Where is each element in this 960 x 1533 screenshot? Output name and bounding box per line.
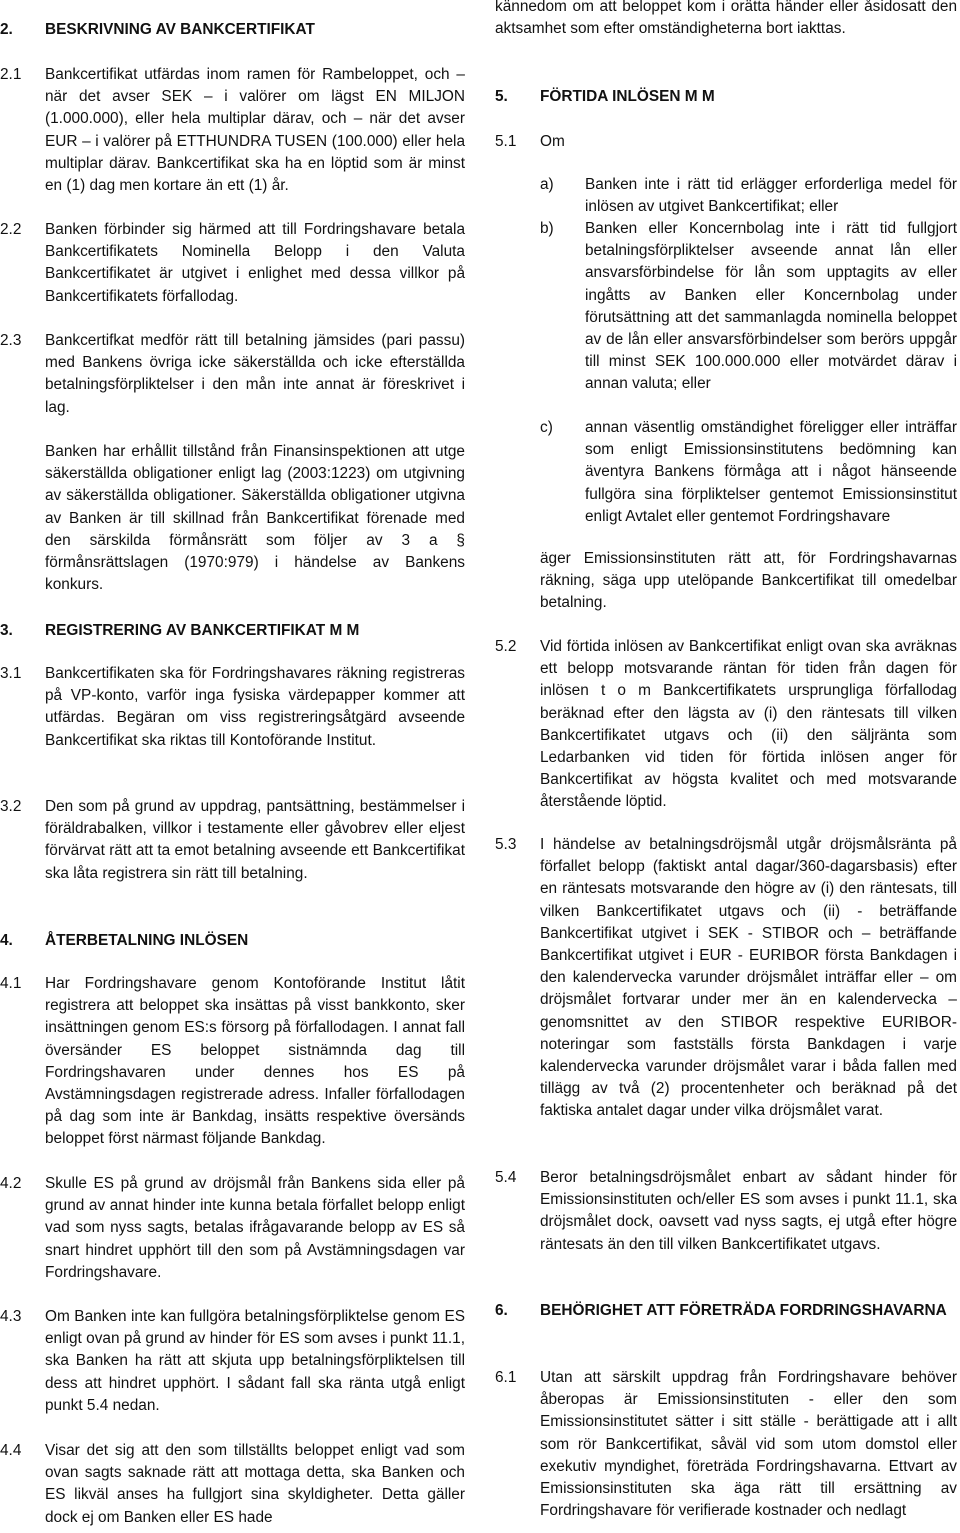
- clause-5-4: [495, 1167, 957, 1256]
- clause-text: Banken förbinder sig härmed att till Fordringshavare betala Bankcertifikatets Nominella Belopp i den Valuta Bankcertifikatet är utgivet i enlighet med dessa villkor på Bankcertifikatets förfallodag.: [45, 221, 465, 305]
- clause-number: 3.2: [0, 798, 22, 815]
- clause-5-1-c: [540, 417, 957, 528]
- clause-5-1-b: [540, 218, 957, 396]
- section-title: FÖRTIDA INLÖSEN M M: [540, 88, 715, 105]
- section-number: 5.: [495, 88, 508, 105]
- list-text: Banken inte i rätt tid erlägger erforderliga medel för inlösen av utgivet Bankcertifikat; eller: [585, 176, 957, 216]
- clause-number: 6.1: [495, 1369, 517, 1386]
- clause-text: Bankcertifkat medför rätt till betalning jämsides (pari passu) med Bankens övriga icke säkerställda och icke efterställda betalningsförpliktelser i den mån inte annat är föreskrivet i lag.: [45, 332, 465, 416]
- list-text: Banken eller Koncernbolag inte i rätt tid fullgjort betalningsförpliktelser avseende annat lån eller ansvarsförbindelse för lån som upptagits av eller ingåtts av Banken eller Koncernbolag under förutsättning att det sammanlagda nominella beloppet av de lån eller ansvarsförbindelser som berörs uppgår till minst SEK 100.000.000 eller motvärdet därav i annan valuta; eller: [585, 220, 957, 393]
- section-5-heading: [495, 86, 957, 108]
- clause-number: 4.1: [0, 975, 22, 992]
- clause-text: Om: [540, 133, 565, 150]
- clause-5-1: [495, 131, 957, 153]
- section-number: 4.: [0, 932, 13, 949]
- clause-5-1-conclusion: [540, 548, 957, 615]
- clause-text: Om Banken inte kan fullgöra betalningsförpliktelse genom ES enligt ovan på grund av hinder för ES som avses i punkt 11.1, ska Banken ha rätt att skjuta upp betalningsförpliktelsen till dess att hindret upphört. I sådant fall ska ränta utgå enligt punkt 5.4 nedan.: [45, 1308, 465, 1414]
- section-title: REGISTRERING AV BANKCERTIFIKAT M M: [45, 622, 360, 639]
- section-3-heading: [0, 620, 465, 642]
- clause-number: 5.1: [495, 133, 517, 150]
- list-text: annan väsentlig omständighet föreligger eller inträffar som enligt Emissionsinstitutens bedömning kan äventyra Bankens förmåga att i något hänseende fullgöra sina förpliktelser gentemot Emissionsinstitut enligt Avtalet eller gentemot Fordringshavare: [585, 419, 957, 525]
- section-number: 3.: [0, 622, 13, 639]
- clause-number: 4.4: [0, 1442, 22, 1459]
- clause-text: Skulle ES på grund av dröjsmål från Bankens sida eller på grund av annat hinder inte kunna betala förfallet belopp enligt vad som nyss sagts, betalas ifrågavarande belopp av ES så snart hindret upphört till den som på Avstämningsdagen var Fordringshavare.: [45, 1175, 465, 1281]
- clause-5-1-a: [540, 174, 957, 218]
- clause-number: 3.1: [0, 665, 22, 682]
- section-number: 2.: [0, 21, 13, 38]
- clause-number: 5.3: [495, 836, 517, 853]
- section-6-heading: [495, 1300, 957, 1322]
- clause-text: Beror betalningsdröjsmålet enbart av sådant hinder för Emissionsinstituten och/eller ES som avses i punkt 11.1, ska dröjsmålet dock, oavsett vad nyss sagts, ej utgå efter högre räntesats än den till vilken Bankcertifikatet utgavs.: [540, 1169, 957, 1253]
- clause-2-3: [0, 330, 465, 419]
- clause-number: 4.3: [0, 1308, 22, 1325]
- clause-3-1: [0, 663, 465, 752]
- clause-number: 5.4: [495, 1169, 517, 1186]
- clause-4-4-continued: [495, 0, 957, 40]
- clause-text: I händelse av betalningsdröjsmål utgår dröjsmålsränta på förfallet belopp (faktiskt antal dagar/360-dagarsbasis) efter en räntesats motsvarande den högre av (i) den räntesats, till vilken Bankcertifikatet utgavs och (ii) - beträffande Bankcertifikat utgivet i SEK - STIBOR och – beträffande Bankcertifikat utgivet i EUR - EURIBOR första Bankdagen i den kalendervecka varunder dröjsmålet inträffar eller – om dröjsmålet fortvarar under mer än en kalendervecka – genomsnittet av den STIBOR respektive EURIBOR-noteringar som fastställs första Bankdagen i varje kalendervecka varunder dröjsmålet varar i båda fallen med tillägg av två (2) procentenheter och beräknad på det faktiska antalet dagar under vilka dröjsmålet varat.: [540, 836, 957, 1120]
- clause-3-2: [0, 796, 465, 885]
- clause-number: 2.3: [0, 332, 22, 349]
- clause-2-1: [0, 64, 465, 197]
- clause-number: 4.2: [0, 1175, 22, 1192]
- list-label: b): [540, 220, 554, 237]
- list-label: c): [540, 419, 553, 436]
- clause-4-4: [0, 1440, 465, 1529]
- clause-number: 5.2: [495, 638, 517, 655]
- clause-text: äger Emissionsinstituten rätt att, för Fordringshavarnas räkning, säga upp utelöpande Bankcertifikat till omedelbar betalning.: [540, 550, 957, 612]
- clause-text: Visar det sig att den som tillställts beloppet enligt vad som ovan sagts saknade rätt att mottaga detta, ska Banken och ES likväl anses ha fullgjort sina skyldigheter. Detta gäller dock ej om Banken eller ES hade: [45, 1442, 465, 1526]
- clause-number: 2.1: [0, 66, 22, 83]
- clause-text: Har Fordringshavare genom Kontoförande Institut låtit registrera att beloppet ska insättas på visst bankkonto, sker insättningen genom ES:s försorg på förfallodagen. I annat fall översänder ES beloppet sistnämnda dag till Fordringshavaren under dennes hos ES på Avstämningsdagen registrerade adress. Infaller förfallodagen på dag som inte är Bankdag, insätts respektive översänds beloppet först närmast följande Bankdag.: [45, 975, 465, 1148]
- clause-text: Utan att särskilt uppdrag från Fordringshavare behöver åberopas är Emissionsinstituten - eller den som Emissionsinstitutet sätter i sitt ställe - berättigade att i allt som rör Bankcertifikat, såväl vid som utom domstol eller exekutiv myndighet, företräda Fordringshavarna. Ettvart av Emissionsinstituten ska äga rätt till ersättning av Fordringshavare för verifierade kostnader och nedlagt: [540, 1369, 957, 1520]
- clause-2-3-continued: [0, 441, 465, 596]
- clause-text: Vid förtida inlösen av Bankcertifikat enligt ovan ska avräknas ett belopp motsvarande räntan för tiden från dagen för inlösen t o m Bankcertifikatets ursprungliga förfallodag beräknad efter den lägsta av (i) den räntesats till vilken Bankcertifikatet utgavs och (ii) den säljränta som Ledarbanken vid tiden för förtida inlösen anger för Bankcertifikat av högsta kvalitet och med motsvarande återstående löptid.: [540, 638, 957, 811]
- clause-number: 2.2: [0, 221, 22, 238]
- list-label: a): [540, 176, 554, 193]
- clause-4-3: [0, 1306, 465, 1417]
- section-title: BEHÖRIGHET ATT FÖRETRÄDA FORDRINGSHAVARNA: [540, 1302, 947, 1319]
- section-2-heading: [0, 19, 465, 41]
- clause-text: Banken har erhållit tillstånd från Finansinspektionen att utge säkerställda obligationer enligt lag (2003:1223) om utgivning av säkerställda obligationer. Säkerställda obligationer utgivna av Banken är till skillnad från Bankcertifikat förenade med den särskilda förmånsrätt som följer av 3 a § förmånsrättslagen (1970:979) i händelse av Bankens konkurs.: [45, 443, 465, 594]
- section-title: BESKRIVNING AV BANKCERTIFIKAT: [45, 21, 315, 38]
- section-title: ÅTERBETALNING INLÖSEN: [45, 932, 249, 949]
- clause-5-2: [495, 636, 957, 814]
- clause-text: Bankcertifikaten ska för Fordringshavares räkning registreras på VP-konto, varför inga fysiska värdepapper kommer att utfärdas. Begäran om viss registreringsåtgärd avseende Bankcertifikat ska riktas till Kontoförande Institut.: [45, 665, 465, 749]
- clause-text: Bankcertifikat utfärdas inom ramen för Rambeloppet, och – när det avser SEK – i valörer om lägst EN MILJON (1.000.000), eller hela multiplar därav, och – när det avser EUR – i valörer på ETTHUNDRA TUSEN (100.000) eller hela multiplar därav. Bankcertifikat ska ha en löptid som är minst en (1) dag men kortare än ett (1) år.: [45, 66, 465, 195]
- clause-2-2: [0, 219, 465, 308]
- clause-6-1: [495, 1367, 957, 1522]
- section-4-heading: [0, 930, 465, 952]
- clause-5-3: [495, 834, 957, 1123]
- section-number: 6.: [495, 1302, 508, 1319]
- clause-4-2: [0, 1173, 465, 1284]
- clause-text: Den som på grund av uppdrag, pantsättning, bestämmelser i föräldrabalken, villkor i testamente eller gåvobrev eller eljest förvärvat rätt att ta emot betalning avseende ett Bankcertifikat ska låta registrera sin rätt till betalning.: [45, 798, 465, 882]
- clause-4-1: [0, 973, 465, 1151]
- clause-text: kännedom om att beloppet kom i orätta händer eller åsidosatt den aktsamhet som efter omständigheterna bort iakttas.: [495, 0, 957, 38]
